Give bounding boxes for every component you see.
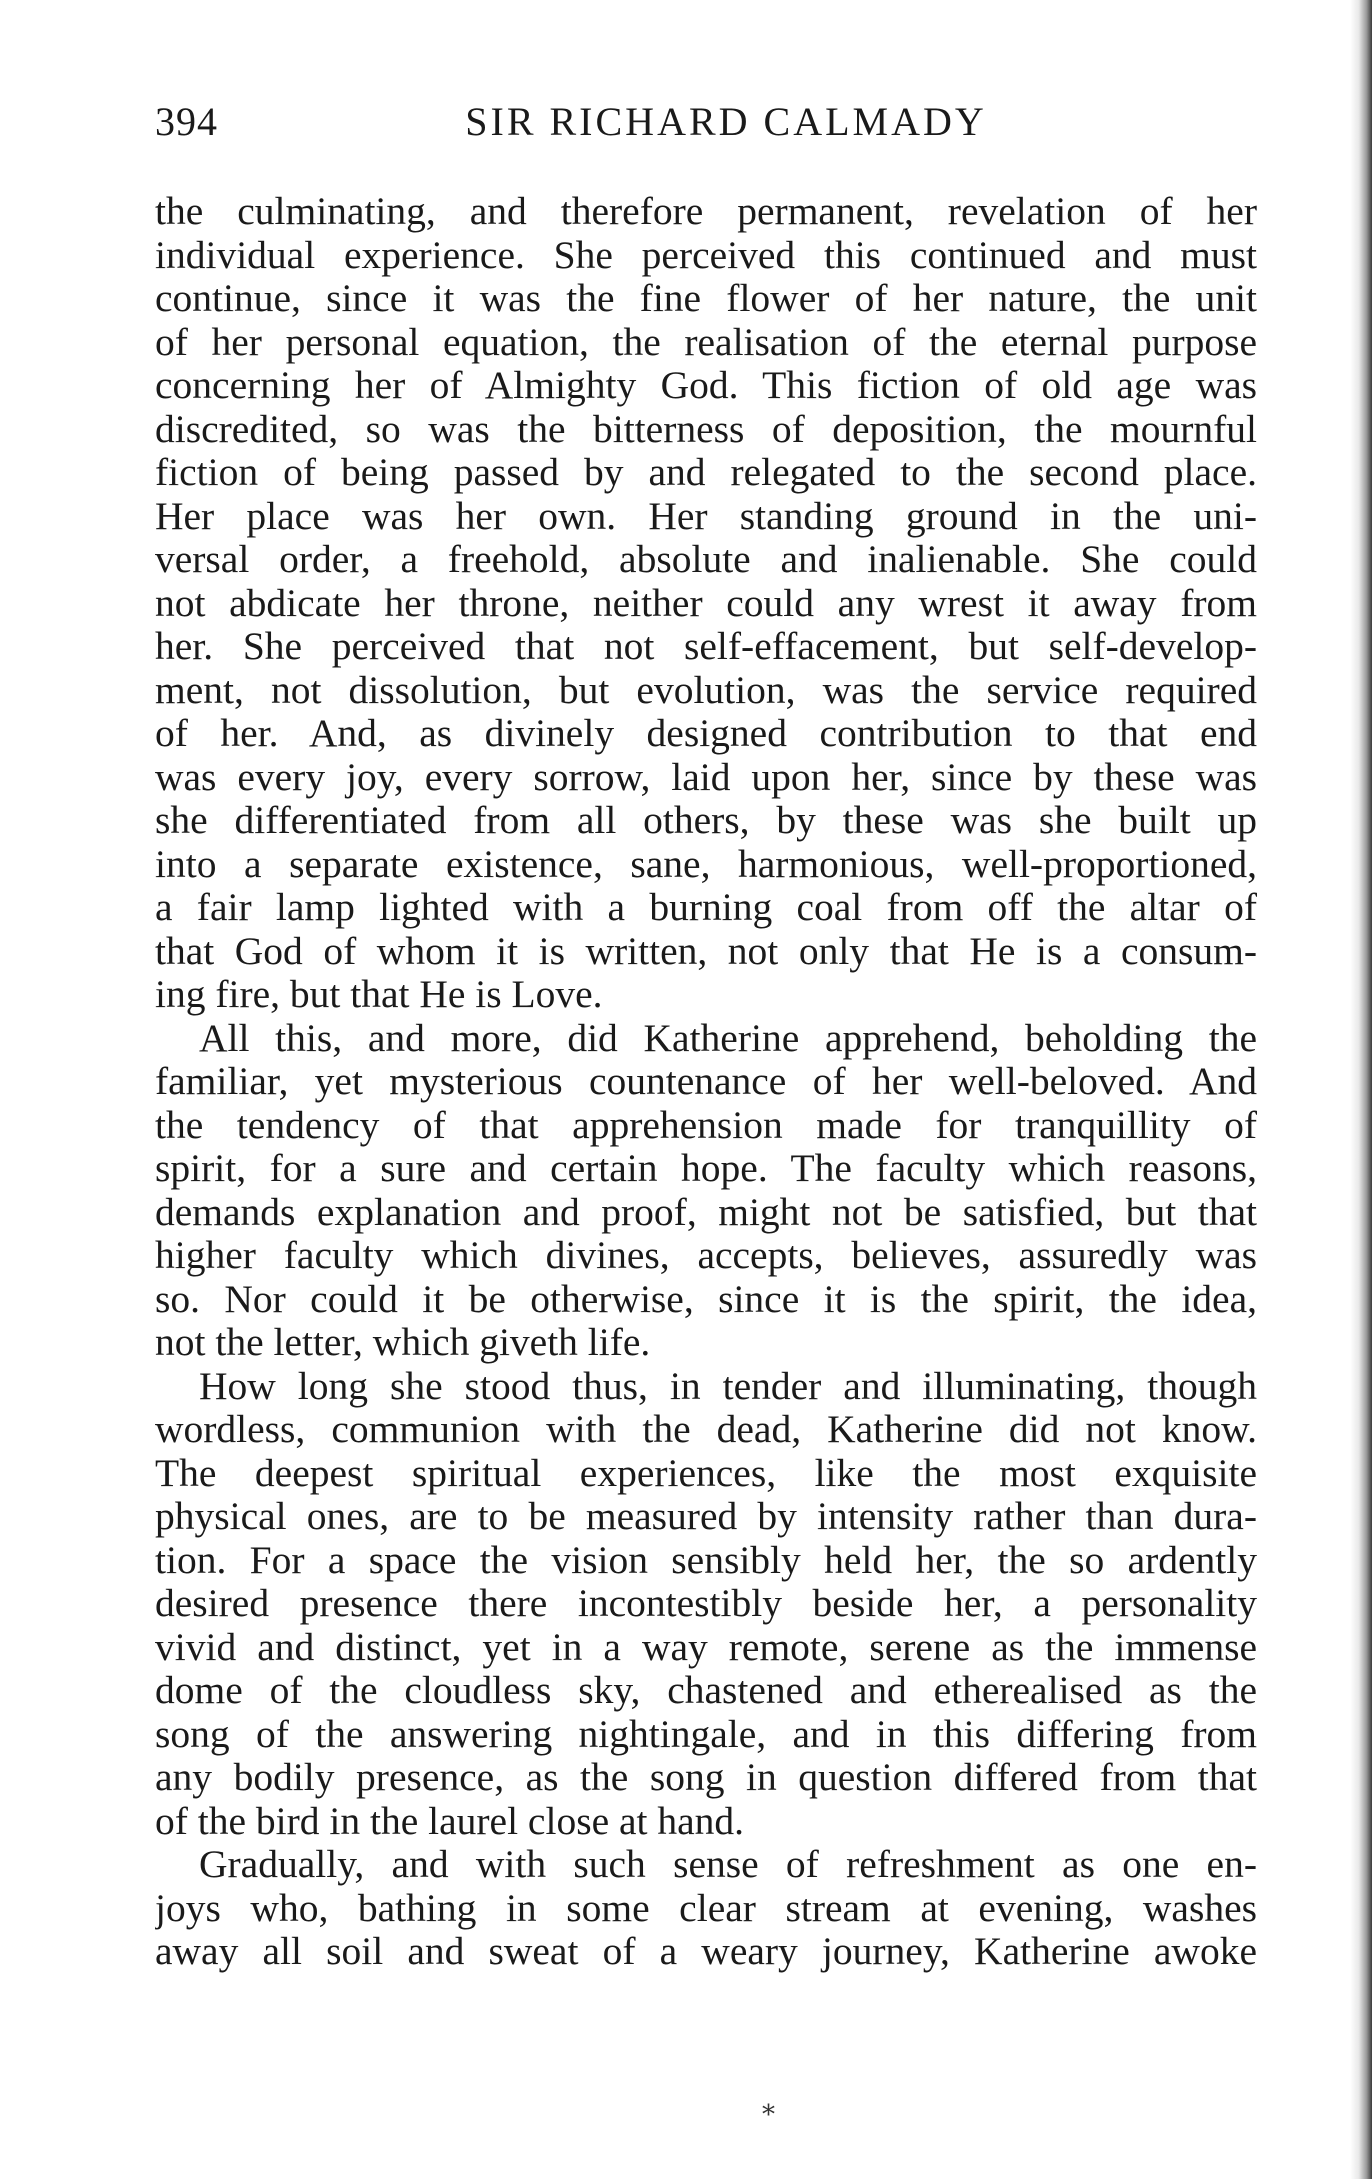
- text-line: dome of the cloudless sky, chastened and etherealised as the: [155, 1669, 1257, 1712]
- text-line: song of the answering nightingale, and in this differing from: [155, 1712, 1257, 1756]
- text-line: she differentiated from all others, by these was she built up: [155, 799, 1257, 842]
- book-title: SIR RICHARD CALMADY: [465, 99, 987, 144]
- text-line: Gradually, and with such sense of refreshment as one en-: [199, 1843, 1257, 1886]
- text-line: of her. And, as divinely designed contribution to that end: [155, 712, 1257, 755]
- text-line: spirit, for a sure and certain hope. The faculty which reasons,: [155, 1147, 1257, 1190]
- text-line: joys who, bathing in some clear stream at evening, washes: [155, 1886, 1257, 1930]
- text-line: wordless, communion with the dead, Katherine did not know.: [155, 1408, 1257, 1451]
- text-line: that God of whom it is written, not only that He is a consum-: [155, 929, 1257, 973]
- text-line: a fair lamp lighted with a burning coal from off the altar of: [155, 886, 1257, 929]
- text-line: vivid and distinct, yet in a way remote, serene as the immense: [155, 1625, 1257, 1669]
- text-line: the tendency of that apprehension made for tranquillity of: [155, 1103, 1257, 1147]
- text-line: versal order, a freehold, absolute and inalienable. She could: [155, 538, 1257, 581]
- text-line: of her personal equation, the realisation of the eternal purpose: [155, 320, 1257, 364]
- text-line: higher faculty which divines, accepts, believes, assuredly was: [155, 1234, 1257, 1277]
- text-line: fiction of being passed by and relegated to the second place.: [155, 451, 1257, 494]
- text-line: All this, and more, did Katherine apprehend, beholding the: [199, 1016, 1257, 1060]
- text-line: not abdicate her throne, neither could any wrest it away from: [155, 581, 1257, 625]
- text-line: physical ones, are to be measured by intensity rather than dura-: [155, 1495, 1257, 1538]
- text-line: desired presence there incontestibly beside her, a personality: [155, 1582, 1257, 1625]
- body-text: [155, 190, 1257, 1974]
- text-line: demands explanation and proof, might not be satisfied, but that: [155, 1190, 1257, 1234]
- text-line: How long she stood thus, in tender and illuminating, though: [199, 1364, 1257, 1408]
- text-line: of the bird in the laurel close at hand.: [155, 1799, 745, 1843]
- text-line: into a separate existence, sane, harmonious, well-proportioned,: [155, 842, 1257, 886]
- page-number: 394: [155, 99, 218, 144]
- text-line: not the letter, which giveth life.: [155, 1321, 651, 1364]
- text-line: tion. For a space the vision sensibly held her, the so ardently: [155, 1538, 1257, 1582]
- text-line: away all soil and sweat of a weary journey, Katherine awoke: [155, 1930, 1257, 1973]
- text-line: the culminating, and therefore permanent, revelation of her: [155, 190, 1257, 233]
- text-line: familiar, yet mysterious countenance of her well-beloved. And: [155, 1060, 1257, 1103]
- text-line: her. She perceived that not self-effacement, but self-develop-: [155, 625, 1257, 668]
- text-line: discredited, so was the bitterness of deposition, the mournful: [155, 407, 1257, 451]
- text-line: ing fire, but that He is Love.: [155, 973, 603, 1016]
- text-line: any bodily presence, as the song in question differed from that: [155, 1756, 1257, 1799]
- text-line: Her place was her own. Her standing ground in the uni-: [155, 494, 1257, 538]
- text-line: individual experience. She perceived this continued and must: [155, 233, 1257, 277]
- text-line: ment, not dissolution, but evolution, was the service required: [155, 668, 1257, 712]
- text-line: concerning her of Almighty God. This fiction of old age was: [155, 364, 1257, 407]
- text-line: so. Nor could it be otherwise, since it is the spirit, the idea,: [155, 1277, 1257, 1321]
- signature-mark: ⁎: [762, 2092, 775, 2121]
- page-edge-shadow: [1350, 0, 1372, 2179]
- running-head: [155, 98, 1257, 158]
- text-line: The deepest spiritual experiences, like the most exquisite: [155, 1451, 1257, 1495]
- text-line: was every joy, every sorrow, laid upon her, since by these was: [155, 755, 1257, 799]
- text-line: continue, since it was the fine flower of her nature, the unit: [155, 277, 1257, 320]
